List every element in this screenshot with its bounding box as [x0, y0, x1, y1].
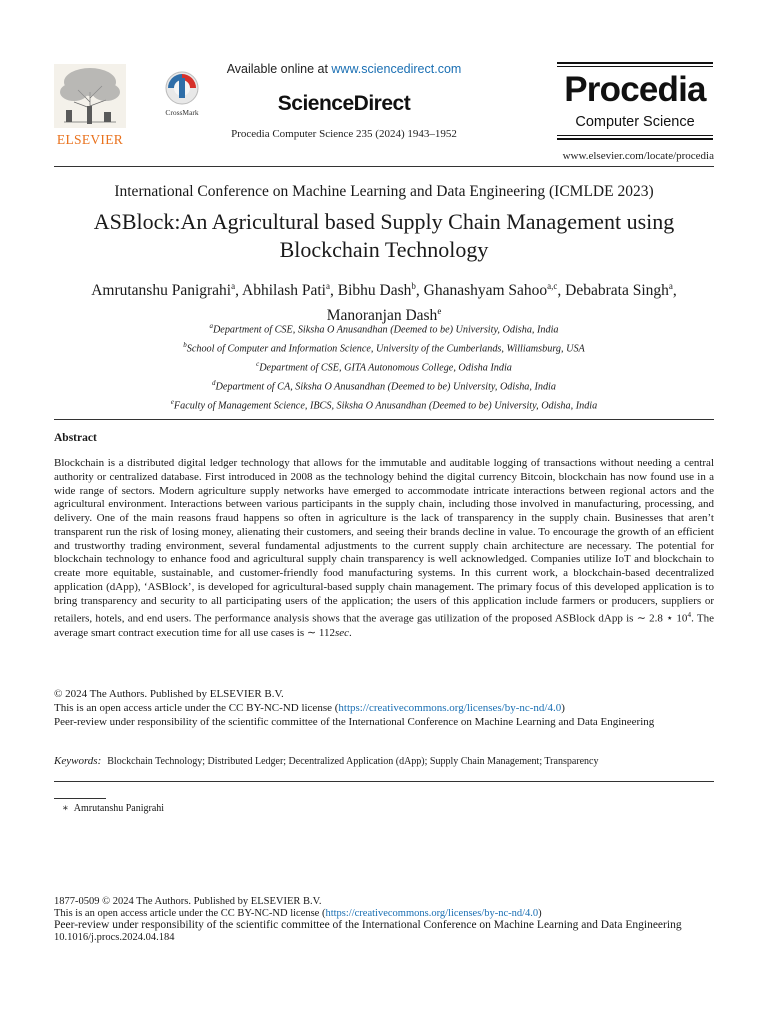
author: Manoranjan Dash$^e$ — [326, 306, 442, 325]
crossmark-icon — [160, 70, 204, 118]
elsevier-logo — [52, 62, 128, 148]
paper-title — [54, 208, 714, 264]
affiliation: $^b$School of Computer and Information Science, University of the Cumberlands, Williamsburg, USA — [183, 340, 585, 355]
license-link[interactable]: https://creativecommons.org/licenses/by-nc-nd/4.0 — [338, 701, 562, 714]
license-line: This is an open access article under the CC BY-NC-ND license (https://creativecommons.org/licenses/by-nc-nd/4.0) — [54, 701, 565, 714]
elsevier-wordmark: ELSEVIER — [56, 132, 124, 147]
procedia-rule — [557, 66, 713, 67]
page-footer — [54, 896, 714, 944]
keywords-label: Keywords: — [54, 755, 102, 767]
procedia-url[interactable]: www.elsevier.com/locate/procedia — [562, 150, 714, 162]
paper-title-line: Blockchain Technology — [279, 237, 489, 262]
elsevier-tree-icon — [52, 62, 128, 148]
keywords — [54, 755, 714, 767]
author: Bibhu Dash$^b$ — [337, 281, 416, 300]
keywords-text: Blockchain Technology; Distributed Ledger; Decentralized Application (dApp); Supply Chain Management; Transparency — [107, 756, 599, 767]
conference-name: International Conference on Machine Learning and Data Engineering (ICMLDE 2023) — [114, 183, 654, 200]
crossmark-label: CrossMark — [165, 108, 199, 117]
sciencedirect-wordmark: ScienceDirect — [277, 92, 411, 115]
copyright-line: © 2024 The Authors. Published by ELSEVIER B.V. — [54, 688, 284, 700]
available-online — [222, 62, 466, 76]
corresponding-author-footnote: ∗ Amrutanshu Panigrahi — [62, 803, 165, 814]
procedia-subtitle: Computer Science — [575, 114, 695, 130]
sciencedirect-link[interactable]: www.sciencedirect.com — [331, 62, 462, 76]
affiliation: $^e$Faculty of Management Science, IBCS, Siksha O Anusandhan (Deemed to be) University, Odisha, India — [170, 397, 598, 411]
procedia-rule — [557, 138, 713, 140]
author: Abhilash Pati$^a$ — [242, 281, 330, 300]
doi[interactable]: 10.1016/j.procs.2024.04.184 — [54, 932, 175, 944]
footer-peer-review: Peer-review under responsibility of the scientific committee of the International Conference on Machine Learning and Data Engineering — [54, 919, 682, 932]
affiliation: $^d$Department of CA, Siksha O Anusandhan (Deemed to be) University, Odisha, India — [212, 378, 556, 393]
procedia-title: Procedia — [564, 70, 706, 109]
affiliation: $^a$Department of CSE, Siksha O Anusandhan (Deemed to be) University, Odisha, India — [209, 322, 559, 336]
footnote-rule — [54, 798, 106, 799]
peer-review-line: Peer-review under responsibility of the scientific committee of the International Conference on Machine Learning and Data Engineering — [54, 715, 655, 728]
procedia-rule — [557, 135, 713, 136]
author: Debabrata Singh$^a$ — [565, 281, 673, 300]
procedia-logo — [557, 62, 713, 140]
keywords-divider — [54, 781, 714, 782]
procedia-rule — [557, 62, 713, 64]
abstract-heading: Abstract — [54, 432, 97, 444]
author: Ghanashyam Sahoo$^{a,c}$ — [423, 281, 558, 300]
author-list: Amrutanshu Panigrahi$^a$, Abhilash Pati$^a$, Bibhu Dash$^b$, Ghanashyam Sahoo$^{a,c}$, Debabrata Singh$^a$, Manoranjan Dash$^e$ — [91, 281, 677, 325]
affiliation-list — [54, 319, 714, 413]
copyright-block — [54, 688, 714, 729]
footer-license-line: This is an open access article under the CC BY-NC-ND license (https://creativecommons.org/licenses/by-nc-nd/4.0) — [54, 907, 542, 919]
abstract-body: Blockchain is a distributed digital ledger technology that allows for the immutable and auditable logging of transactions without needing a central authority or centralized database. First introduced in 2008 as the technology behind the digital currency Bitcoin, blockchain has now found use in a wide range of sectors. Modern agriculture supply networks have emerged to accommodate intricate interactions between regional actors and the agricultural environment. Interactions between various participants in the supply chain, including those involved in manufacturing, processing, and delivery. One of the main reasons fraud happens so often in agriculture is the lack of transparency in the supply chain. Businesses that aren’t transparent run the risk of losing money, alienating their customers, and seeing their brands decline in value. To encourage the growth of an efficient and trustworthy trading environment, several fundamental adjustments to the current supply chain architecture are necessary. The potential for blockchain technology to enhance food and agricultural supply chain transparency is well acknowledged. Companies utilize IoT and blockchain to create more equitable, sustainable, and customer-friendly food manufacturing systems. In this current work, a blockchain-based decentralized application (dApp), ‘ASBlock’, is developed for agricultural-based supply chain management. The primary focus of this developed application is to bring transparency and security to all participating users of the application; the users of this application include farmers or producers, suppliers or retailers, hotels, and end users. The performance analysis shows that the average gas utilization of the proposed ASBlock dApp is ∼ 2.8 ⋆ $10^4$. The average smart contract execution time for all use cases is ∼ 112sec. — [54, 457, 715, 639]
footer-license-link[interactable]: https://creativecommons.org/licenses/by-nc-nd/4.0 — [325, 907, 539, 919]
issn-line: 1877-0509 © 2024 The Authors. Published by ELSEVIER B.V. — [54, 896, 322, 907]
author: Amrutanshu Panigrahi$^a$ — [91, 281, 236, 300]
affiliation: $^c$Department of CSE, GITA Autonomous College, Odisha India — [256, 359, 512, 374]
journal-reference: Procedia Computer Science 235 (2024) 1943–1952 — [231, 128, 457, 140]
header-divider — [54, 166, 714, 167]
abstract-divider — [54, 419, 714, 420]
crossmark-badge[interactable] — [160, 70, 204, 118]
available-online-label: Available online at — [226, 62, 332, 76]
paper-title-line: ASBlock:An Agricultural based Supply Chain Management using — [93, 209, 675, 234]
